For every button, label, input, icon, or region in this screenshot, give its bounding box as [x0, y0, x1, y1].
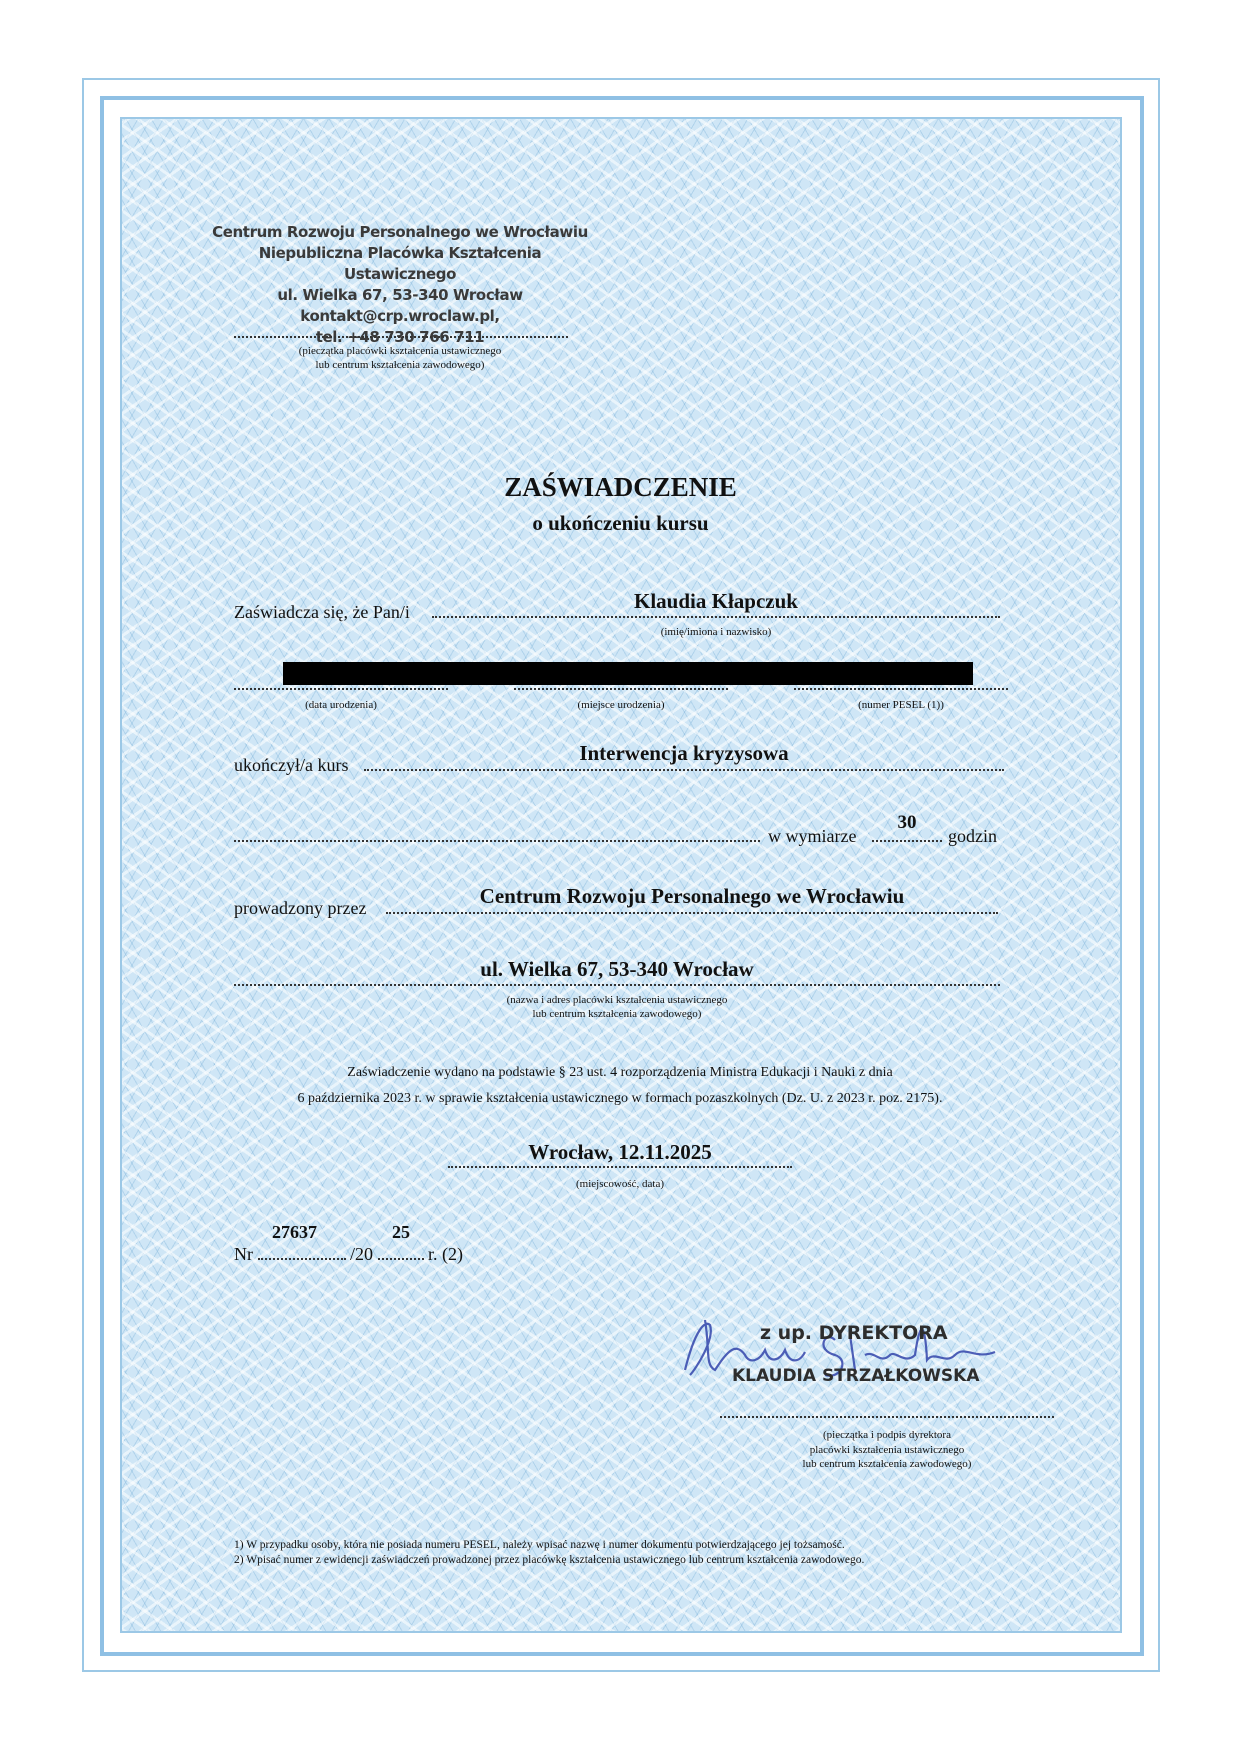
caption-line: (nazwa i adres placówki kształcenia ustawicznego [506, 994, 728, 1006]
hours-label: w wymiarze [768, 826, 857, 846]
institution-stamp [210, 222, 590, 348]
legal-basis [200, 1060, 1040, 1112]
stamp-dotted-line [234, 336, 568, 338]
year-field [378, 1244, 424, 1260]
birth-date-caption: (data urodzenia) [305, 699, 377, 711]
document-subtitle: o ukończeniu kursu [532, 511, 709, 535]
document-title: ZAŚWIADCZENIE [504, 472, 737, 502]
provider-caption [234, 993, 1000, 1021]
footnote: 1) W przypadku osoby, która nie posiada numeru PESEL, należy wpisać nazwę i numer dokumentu potwierdzającego jej tożsamość. [234, 1539, 845, 1551]
issue-place-date: Wrocław, 12.11.2025 [528, 1140, 712, 1164]
dotted-line [432, 616, 1000, 618]
dotted-line [386, 912, 998, 914]
dotted-line [514, 688, 728, 690]
dotted-line [364, 769, 1004, 771]
dotted-line [794, 688, 1008, 690]
caption-line: (pieczątka placówki kształcenia ustawicznego [298, 345, 502, 357]
number-suffix: r. (2) [428, 1244, 464, 1264]
course-label: ukończył/a kurs [234, 755, 349, 775]
stamp-caption [230, 344, 570, 372]
stamp-line: kontakt@crp.wroclaw.pl, [300, 307, 500, 325]
caption-line: placówki kształcenia ustawicznego [809, 1443, 965, 1456]
director-stamp-line2: KLAUDIA STRZAŁKOWSKA [732, 1366, 980, 1386]
number-value: 27637 [272, 1222, 317, 1242]
person-caption: (imię/imiona i nazwisko) [660, 626, 772, 638]
legal-line: 6 października 2023 r. w sprawie kształcenia ustawicznego w formach pozaszkolnych (Dz. U. z 2023 r. poz. 2175). [297, 1091, 943, 1106]
stamp-line: Niepubliczna Placówka Kształcenia Ustawicznego [258, 244, 542, 283]
dotted-line [234, 688, 448, 690]
dotted-line [448, 1166, 792, 1168]
person-label: Zaświadcza się, że Pan/i [234, 602, 410, 622]
provider-address: ul. Wielka 67, 53-340 Wrocław [480, 957, 754, 981]
redaction-bar [283, 662, 973, 685]
director-stamp-line1: z up. DYREKTORA [760, 1322, 948, 1344]
legal-line: Zaświadczenie wydano na podstawie § 23 ust. 4 rozporządzenia Ministra Edukacji i Nauki z dnia [347, 1065, 893, 1080]
footnote: 2) Wpisać numer z ewidencji zaświadczeń prowadzonej przez placówkę kształcenia ustawicznego lub centrum kształcenia zawodowego. [234, 1554, 865, 1566]
signature-caption [720, 1428, 1054, 1472]
provider-name: Centrum Rozwoju Personalnego we Wrocławiu [479, 884, 905, 908]
birth-place-caption: (miejsce urodzenia) [577, 699, 665, 711]
course-name: Interwencja kryzysowa [579, 741, 789, 765]
person-name: Klaudia Kłapczuk [634, 589, 798, 613]
pesel-caption: (numer PESEL (1)) [858, 699, 944, 711]
caption-line: (pieczątka i podpis dyrektora [823, 1429, 951, 1441]
number-century: /20 [350, 1244, 374, 1264]
year-value: 25 [392, 1222, 410, 1242]
dotted-line [234, 840, 760, 842]
signature-dotted-line [720, 1416, 1054, 1418]
certificate-number [234, 1244, 463, 1265]
provider-label: prowadzony przez [234, 898, 367, 918]
stamp-line: ul. Wielka 67, 53-340 Wrocław [277, 286, 523, 304]
hours-value: 30 [897, 812, 917, 833]
stamp-line: Centrum Rozwoju Personalnego we Wrocławiu [212, 223, 588, 241]
footnotes [234, 1538, 864, 1568]
caption-line: lub centrum kształcenia zawodowego) [532, 1008, 702, 1020]
issue-caption: (miejscowość, data) [576, 1178, 664, 1190]
number-prefix: Nr [234, 1244, 253, 1264]
dotted-line [872, 840, 942, 842]
hours-unit: godzin [948, 826, 997, 846]
dotted-line [234, 984, 1000, 986]
caption-line: lub centrum kształcenia zawodowego) [315, 359, 485, 371]
stamp-line: tel. +48 730 766 711 [315, 328, 485, 346]
number-field [258, 1244, 346, 1260]
caption-line: lub centrum kształcenia zawodowego) [802, 1458, 972, 1470]
